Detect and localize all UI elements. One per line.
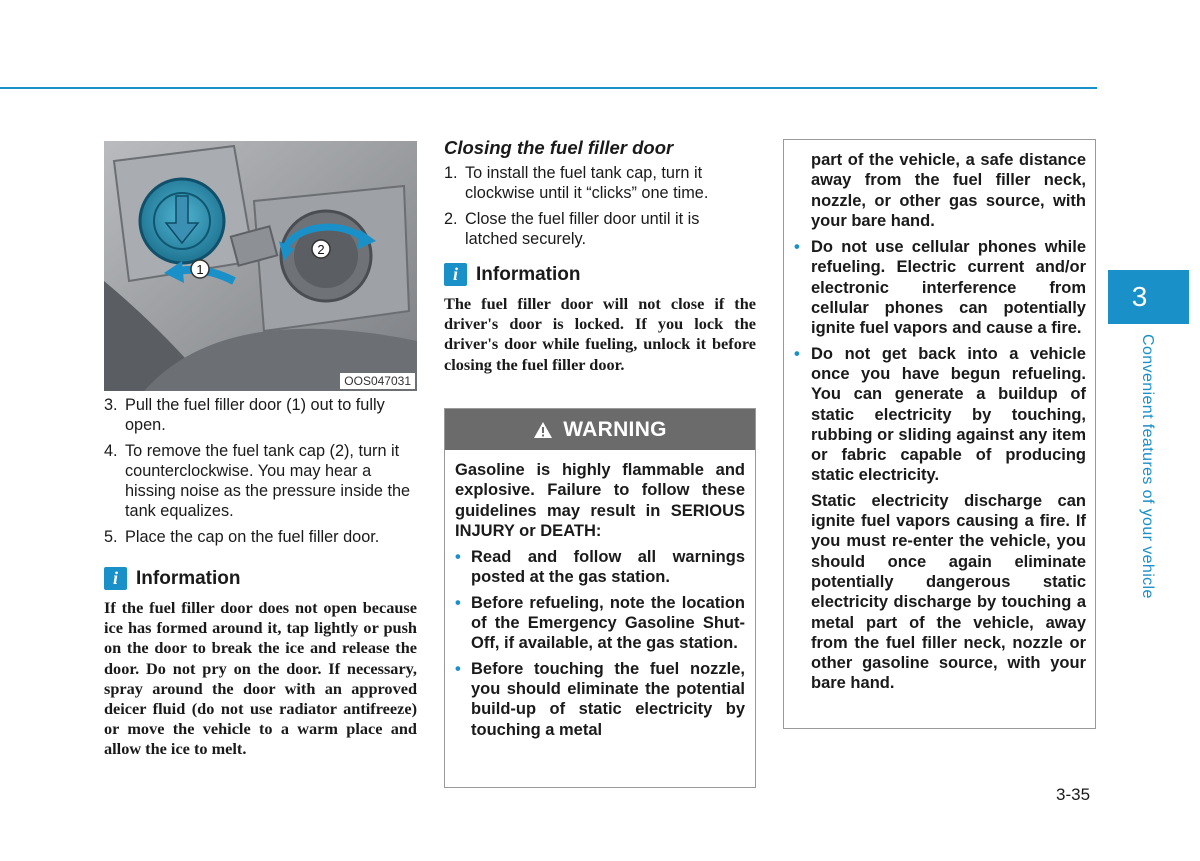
bullet-item	[455, 593, 745, 654]
warning-intro: Gasoline is highly flammable and explosive. Failure to follow these guidelines may result in SERIOUS INJURY or DEATH:	[455, 461, 745, 540]
bullet-text: Do not use cellular phones while refueling. Electric current and/or electronic interference from cellular phones can potentially ignite fuel vapors and cause a fire.	[811, 238, 1086, 338]
bullet-item	[455, 547, 745, 588]
bullet-text: Read and follow all warnings posted at the gas station.	[471, 548, 745, 587]
bullet-dot: •	[455, 659, 461, 678]
bullet-text: Do not get back into a vehicle once you have begun refueling. You can generate a buildup of static electricity by touching, rubbing or sliding against any item or fabric capable of producing static electricity.	[811, 344, 1086, 485]
continuation-bullets	[794, 237, 1086, 486]
bullet-item	[794, 344, 1086, 486]
information-icon: i	[104, 567, 127, 590]
fuel-door-illustration	[104, 141, 417, 391]
step-item	[104, 441, 417, 521]
info-text: The fuel filler door will not close if the driver's door is locked. If you lock the driver's door while fueling, unlock it before closing the fuel filler door.	[444, 294, 756, 374]
step-number: 4.	[104, 442, 118, 460]
step-item	[444, 163, 756, 203]
callout-2: 2	[317, 242, 325, 257]
bullet-text: Before refueling, note the location of the Emergency Gasoline Shut-Off, if available, at the gas station.	[471, 593, 745, 653]
warning-box	[444, 408, 756, 788]
bullet-item	[794, 237, 1086, 338]
info-title: Information	[476, 263, 581, 285]
step-item	[444, 209, 756, 249]
step-number: 3.	[104, 396, 118, 414]
step-item	[104, 527, 417, 547]
step-item	[104, 395, 417, 435]
column-1	[104, 395, 417, 760]
info-header	[444, 263, 756, 286]
warning-body	[445, 450, 755, 740]
closing-steps	[444, 163, 756, 249]
header-rule	[0, 87, 1097, 89]
warning-label: WARNING	[563, 417, 667, 441]
warning-continuation-box	[783, 139, 1096, 729]
warning-header	[445, 409, 755, 450]
info-title: Information	[136, 567, 241, 589]
information-icon: i	[444, 263, 467, 286]
callout-1: 1	[196, 262, 204, 277]
section-heading: Closing the fuel filler door	[444, 137, 674, 158]
page-number: 3-35	[1056, 785, 1091, 804]
chapter-title: Convenient features of your vehicle	[1139, 334, 1156, 599]
bullet-dot: •	[455, 548, 461, 567]
info-text: If the fuel filler door does not open because ice has formed around it, tap lightly or push on the door to break the ice and release the door. Do not pry on the door. If necessary, spray around the door with an approved deicer fluid (do not use radiator antifreeze) or move the vehicle to a warm place and allow the ice to melt.	[104, 598, 417, 759]
figure-code: OOS047031	[340, 373, 415, 389]
fuel-door-figure	[104, 141, 417, 391]
static-discharge-text: Static electricity discharge can ignite fuel vapors causing a fire. If you must re-enter the vehicle, you should once again eliminate potentially dangerous static electricity discharge by touching a metal part of the vehicle, away from the fuel filler neck, nozzle or other gasoline source, with your bare hand.	[811, 491, 1086, 693]
step-text: To remove the fuel tank cap (2), turn it counterclockwise. You may hear a hissing noise as the pressure inside the tank equalizes.	[125, 442, 411, 520]
step-number: 1.	[444, 164, 458, 182]
bullet-dot: •	[794, 238, 800, 257]
step-text: Close the fuel filler door until it is latched securely.	[465, 210, 700, 248]
bullet-dot: •	[455, 593, 461, 612]
bullet-text: Before touching the fuel nozzle, you should eliminate the potential build-up of static electricity by touching a metal	[471, 659, 745, 739]
step-text: Place the cap on the fuel filler door.	[125, 528, 380, 546]
bullet-item	[455, 659, 745, 740]
step-number: 5.	[104, 528, 118, 546]
column-2	[444, 137, 756, 375]
step-number: 2.	[444, 210, 458, 228]
column-3	[784, 140, 1095, 694]
info-header	[104, 567, 417, 590]
chapter-tab: 3	[1108, 270, 1189, 324]
step-text: To install the fuel tank cap, turn it clockwise until it “clicks” one time.	[465, 164, 709, 202]
step-text: Pull the fuel filler door (1) out to fully open.	[125, 396, 385, 434]
warning-bullets	[455, 547, 745, 740]
removal-steps	[104, 395, 417, 547]
continuation-text: part of the vehicle, a safe distance away from the fuel filler neck, nozzle, or other gas source, with your bare hand.	[811, 151, 1086, 230]
warning-triangle-icon	[533, 421, 553, 439]
bullet-dot: •	[794, 344, 800, 363]
